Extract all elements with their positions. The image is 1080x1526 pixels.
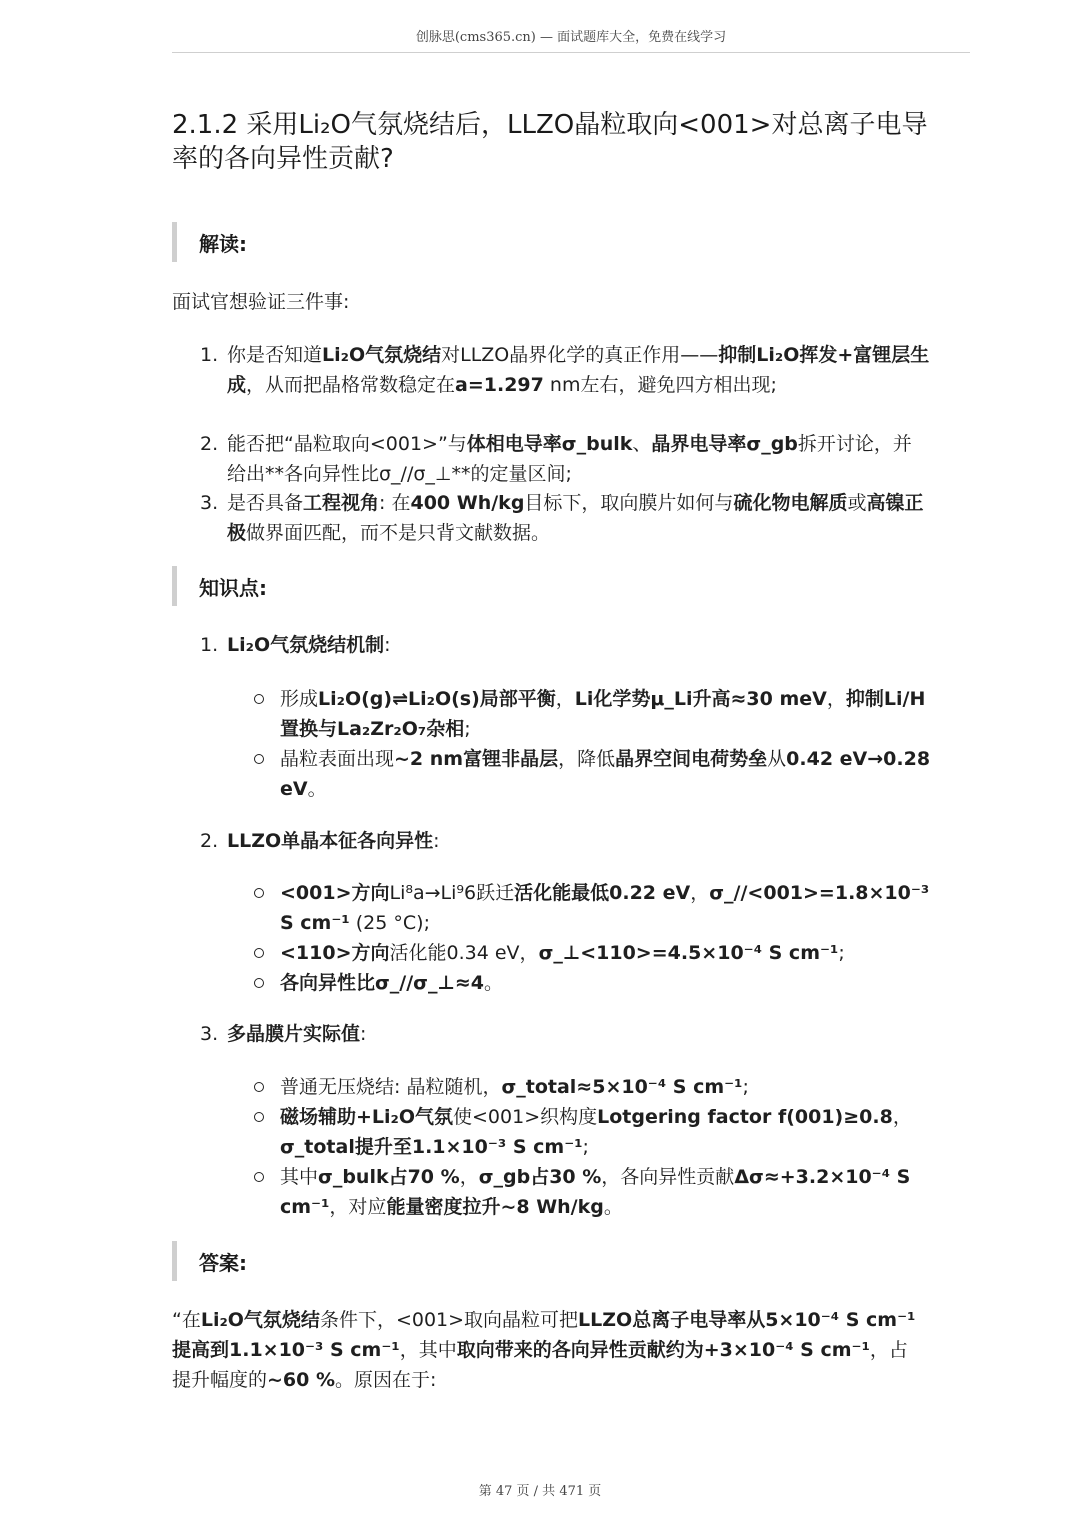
bullet-item: [254, 744, 934, 804]
bold-text: 晶界电导率σ_gb: [651, 433, 798, 455]
text-run: ，降低: [558, 748, 616, 770]
text-run: 形成: [280, 688, 319, 710]
rich-text: [280, 1102, 934, 1162]
text-run: ，其中: [399, 1339, 457, 1361]
bullet-item: [254, 878, 934, 938]
text-run: ，从而把晶格常数稳定在: [246, 374, 456, 396]
text-run: ;: [742, 1076, 749, 1098]
list-number: 1.: [200, 344, 219, 366]
text-run: 其中: [280, 1166, 319, 1188]
text-run: (25 °C);: [349, 912, 430, 934]
text-run: 或: [847, 492, 867, 514]
knowledge-item-2: [200, 826, 930, 856]
text-run: ，: [555, 688, 575, 710]
bold-text: 各向异性比σ_//σ_⊥≈4: [280, 972, 484, 994]
answer-text: [172, 1305, 924, 1395]
text-run: “在: [172, 1309, 201, 1331]
text-run: 。原因在于:: [335, 1369, 437, 1391]
list-number: 2.: [200, 433, 219, 455]
page-footer: 第 47 页 / 共 471 页: [478, 1484, 602, 1499]
circle-bullet-icon: [254, 754, 264, 764]
knowledge-heading: 知识点:: [172, 566, 267, 606]
knowledge-heading-text: LLZO单晶本征各向异性: [227, 830, 434, 852]
text-run: ，对应: [329, 1196, 387, 1218]
text-run: ，: [826, 688, 846, 710]
bullet-item: [254, 1162, 934, 1222]
header-divider: [172, 52, 970, 53]
text-run: ;: [582, 1136, 589, 1158]
list-number: 2.: [200, 830, 219, 852]
bold-text: ~2 nm富锂非晶层: [394, 748, 559, 770]
bold-text: 高镍正极: [227, 492, 924, 544]
text-run: 。: [483, 972, 503, 994]
verify-item-1: [200, 340, 930, 400]
knowledge-heading-text: Li₂O气氛烧结机制: [227, 634, 385, 656]
text-run: ，各向异性贡献: [601, 1166, 735, 1188]
knowledge-heading-text: 多晶膜片实际值: [227, 1023, 361, 1045]
bold-text: Lotgering factor f(001)≥0.8: [597, 1106, 893, 1128]
verify-item-2: [200, 429, 930, 489]
bold-text: σ_//<001>=1.8×10⁻³ S cm⁻¹: [280, 882, 930, 934]
bold-text: σ_total≈5×10⁻⁴ S cm⁻¹: [501, 1076, 743, 1098]
heading-colon: :: [384, 634, 391, 656]
heading-colon: :: [360, 1023, 367, 1045]
rich-text: [227, 488, 930, 548]
heading-colon: :: [433, 830, 440, 852]
circle-bullet-icon: [254, 1112, 264, 1122]
bold-text: 硫化物电解质: [733, 492, 848, 514]
bullet-item: [254, 968, 934, 998]
knowledge-item-3: [200, 1019, 930, 1049]
text-run: ;: [464, 718, 471, 740]
circle-bullet-icon: [254, 948, 264, 958]
text-run: 拆开讨论，并给出**各向异性比σ_//σ_⊥**的定量区间;: [227, 433, 912, 485]
bold-text: LLZO总离子电导率从5×10⁻⁴ S cm⁻¹提高到1.1×10⁻³ S cm⁻¹: [172, 1309, 916, 1361]
interpretation-heading: 解读:: [172, 222, 247, 262]
text-run: 条件下，<001>取向晶粒可把: [319, 1309, 579, 1331]
bullet-item: [254, 1072, 934, 1102]
knowledge-item-1: [200, 630, 930, 660]
bold-text: σ_gb占30 %: [478, 1166, 602, 1188]
rich-text: [280, 938, 934, 968]
text-run: 普通无压烧结: 晶粒随机，: [280, 1076, 502, 1098]
bold-text: Li₂O气氛烧结: [200, 1309, 320, 1331]
text-run: Li⁸a→Li⁹6跃迁: [389, 882, 515, 904]
text-run: ;: [838, 942, 845, 964]
bold-text: σ_⊥<110>=4.5×10⁻⁴ S cm⁻¹: [538, 942, 839, 964]
text-run: 。: [307, 778, 327, 800]
bold-text: σ_bulk占70 %: [318, 1166, 460, 1188]
text-run: ，: [892, 1106, 912, 1128]
text-run: 你是否知道: [227, 344, 323, 366]
bold-text: 工程视角: [303, 492, 380, 514]
bold-text: 活化能最低0.22 eV: [514, 882, 691, 904]
bullet-item: [254, 938, 934, 968]
bold-text: σ_total提升至1.1×10⁻³ S cm⁻¹: [280, 1136, 583, 1158]
list-number: 3.: [200, 1023, 219, 1045]
rich-text: [227, 340, 930, 400]
bold-text: 能量密度拉升~8 Wh/kg: [386, 1196, 604, 1218]
bold-text: Li₂O(g)⇌Li₂O(s)局部平衡: [318, 688, 556, 710]
rich-text: [280, 1162, 934, 1222]
text-run: 。: [603, 1196, 623, 1218]
intro-text: 面试官想验证三件事:: [172, 291, 350, 313]
text-run: : 在: [379, 492, 411, 514]
bold-text: 体相电导率σ_bulk: [466, 433, 633, 455]
bold-text: 磁场辅助+Li₂O气氛: [280, 1106, 454, 1128]
circle-bullet-icon: [254, 978, 264, 988]
bullet-item: [254, 1102, 934, 1162]
text-run: ，: [459, 1166, 479, 1188]
bold-text: 抑制Li₂O挥发+富锂层生成: [227, 344, 930, 396]
rich-text: [280, 744, 934, 804]
bold-text: Δσ≈+3.2×10⁻⁴ S cm⁻¹: [280, 1166, 911, 1218]
circle-bullet-icon: [254, 1172, 264, 1182]
rich-text: [280, 684, 934, 744]
bold-text: 抑制Li/H置换与La₂Zr₂O₇杂相: [280, 688, 926, 740]
bold-text: 0.42 eV→0.28 eV: [280, 748, 931, 800]
text-run: 对LLZO晶界化学的真正作用——: [441, 344, 719, 366]
bold-text: <110>方向: [280, 942, 390, 964]
question-title: 2.1.2 采用Li₂O气氛烧结后，LLZO晶粒取向<001>对总离子电导率的各向异性贡献?: [172, 110, 928, 174]
text-run: 晶粒表面出现: [280, 748, 395, 770]
bold-text: 400 Wh/kg: [410, 492, 525, 514]
text-run: 目标下，取向膜片如何与: [524, 492, 734, 514]
text-run: 使<001>织构度: [453, 1106, 598, 1128]
verify-item-3: [200, 488, 930, 548]
text-run: ，占提升幅度的: [172, 1339, 908, 1391]
text-run: 能否把“晶粒取向<001>”与: [227, 433, 467, 455]
circle-bullet-icon: [254, 888, 264, 898]
list-number: 1.: [200, 634, 219, 656]
text-run: 是否具备: [227, 492, 304, 514]
page-header: 创脉思(cms365.cn) — 面试题库大全，免费在线学习: [415, 30, 727, 45]
bold-text: Li₂O气氛烧结: [322, 344, 442, 366]
bold-text: ~60 %: [267, 1369, 336, 1391]
circle-bullet-icon: [254, 1082, 264, 1092]
rich-text: [280, 968, 934, 998]
list-number: 3.: [200, 492, 219, 514]
bold-text: <001>方向: [280, 882, 390, 904]
circle-bullet-icon: [254, 694, 264, 704]
text-run: ，: [690, 882, 710, 904]
bold-text: Li化学势μ_Li升高≈30 meV: [574, 688, 827, 710]
text-run: 活化能0.34 eV，: [389, 942, 539, 964]
rich-text: [227, 429, 930, 489]
text-run: nm左右，避免四方相出现;: [543, 374, 777, 396]
bold-text: 取向带来的各向异性贡献约为+3×10⁻⁴ S cm⁻¹: [456, 1339, 870, 1361]
bold-text: a=1.297: [455, 374, 544, 396]
text-run: 做界面匹配，而不是只背文献数据。: [246, 522, 551, 544]
text-run: 、: [632, 433, 652, 455]
bullet-item: [254, 684, 934, 744]
answer-heading: 答案:: [172, 1241, 247, 1281]
bold-text: 晶界空间电荷势垒: [615, 748, 768, 770]
text-run: 从: [767, 748, 787, 770]
rich-text: [280, 878, 934, 938]
rich-text: [280, 1072, 934, 1102]
